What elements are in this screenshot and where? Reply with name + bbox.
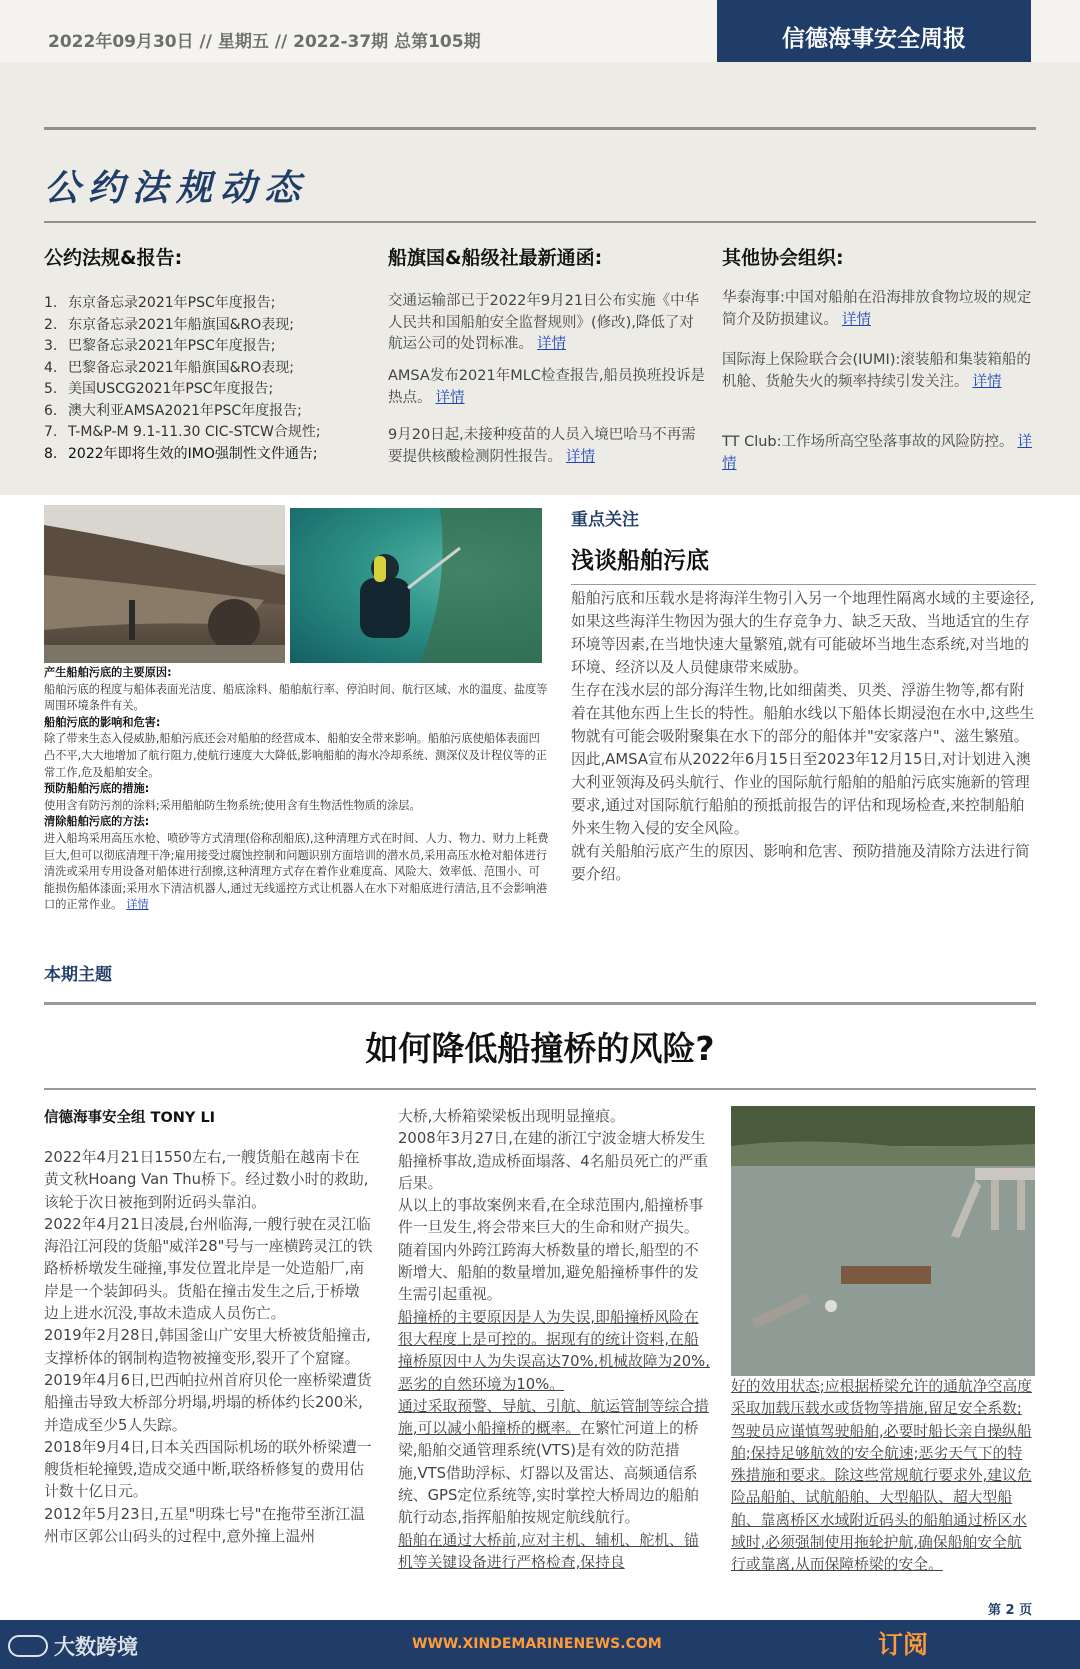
article-column-2 bbox=[398, 1106, 710, 1574]
list-item[interactable]: 6. 澳大利亚AMSA2021年PSC年度报告; bbox=[44, 402, 302, 419]
flag-notice-2: AMSA发布2021年MLC检查报告,船员换班投诉是热点。 详情 bbox=[388, 368, 706, 406]
list-item[interactable]: 2. 东京备忘录2021年船旗国&RO表现; bbox=[44, 316, 295, 333]
article-paragraph: 好的效用状态;应根据桥梁允许的通航净空高度采取加载压载水或货物等措施,留足安全系数;驾驶员应谨慎驾驶船舶,必要时船长亲自操纵船舶;保持足够航效的安全航速;恶劣天气下的特殊措施和要求。除这些常规航行要求外,建议危险品船舶、试航船舶、大型船队、超大型船舶、靠离桥区水域附近码头的船舶通过桥区水域时,必须强制使用拖轮护航,确保船舶安全航行或靠离,从而保障桥梁的安全。 bbox=[731, 1378, 1032, 1574]
details-link[interactable]: 详情 bbox=[537, 336, 566, 352]
focus-body bbox=[571, 587, 1036, 886]
focus-title: 浅谈船舶污底 bbox=[571, 548, 709, 574]
fouling-notes bbox=[44, 665, 549, 914]
article-paragraph: 船撞桥的主要原因是人为失误,即船撞桥风险在很大程度上是可控的。据现有的统计资料,在船撞桥原因中人为失误高达70%,机械故障为20%,恶劣的自然环境为10%。 bbox=[398, 1308, 710, 1393]
article-paragraph: 从以上的事故案例来看,在全球范围内,船撞桥事件一旦发生,将会带来巨大的生命和财产损失。随着国内外跨江跨海大桥数量的增长,船型的不断增大、船舶的数量增加,避免船撞桥事件的发生需引起重视。 bbox=[398, 1197, 704, 1304]
list-item[interactable]: 7. T-M&P-M 9.1-11.30 CIC-STCW合规性; bbox=[44, 424, 321, 440]
issue-dateline: 2022年09月30日 // 星期五 // 2022-37期 总第105期 bbox=[48, 32, 481, 52]
details-link[interactable]: 详情 bbox=[435, 389, 465, 406]
article-paragraph: 2019年4月6日,巴西帕拉州首府贝伦一座桥梁遭货船撞击导致大桥部分坍塌,坍塌的桥体约长200米,并造成至少5人失踪。 bbox=[44, 1371, 372, 1434]
association-note-1: 华泰海事:中国对船舶在沿海排放食物垃圾的规定简介及防损建议。 详情 bbox=[722, 290, 1032, 328]
article-column-3 bbox=[731, 1376, 1036, 1577]
brand-title: 信德海事安全周报 bbox=[717, 0, 1031, 62]
article-paragraph: 2022年4月21日凌晨,台州临海,一艘行驶在灵江临海沿江河段的货船"威洋28"号与一座横跨灵江的铁路桥桥墩发生碰撞,事发位置北岸是一处造船厂,南岸是一个装卸码头。货船在撞击发生之后,于桥墩边上进水沉没,事故未造成人员伤亡。 bbox=[44, 1215, 373, 1323]
article-paragraph: 大桥,大桥箱梁梁板出现明显撞痕。 bbox=[398, 1108, 625, 1125]
list-item[interactable]: 3. 巴黎备忘录2021年PSC年度报告; bbox=[44, 338, 276, 354]
watermark: 大数跨境 bbox=[8, 1631, 138, 1661]
reports-heading: 公约法规&报告: bbox=[44, 247, 183, 269]
flag-notice-3: 9月20日起,未接种疫苗的人员入境巴哈马不再需要提供核酸检测阴性报告。 详情 bbox=[388, 427, 696, 465]
list-item[interactable]: 1. 东京备忘录2021年PSC年度报告; bbox=[44, 295, 276, 311]
title-divider bbox=[44, 1088, 1036, 1090]
association-note-3: TT Club:工作场所高空坠落事故的风险防控。 详情 bbox=[722, 434, 1032, 472]
causes-text: 船舶污底的程度与船体表面光洁度、船底涂料、船舶航行率、停泊时间、航行区域、水的温度、盐度等周围环境条件有关。 bbox=[44, 682, 548, 713]
subscribe-button[interactable]: 订阅 bbox=[878, 1630, 929, 1659]
removal-heading: 清除船舶污底的方法: bbox=[44, 815, 150, 829]
flag-notices-heading: 船旗国&船级社最新通函: bbox=[388, 247, 603, 269]
removal-text: 进入船坞采用高压水枪、喷砂等方式清理(俗称刮船底),这种清理方式在时间、人力、物力、财力上耗费巨大,但可以彻底清理干净;雇用接受过腐蚀控制和问题识别方面培训的潜水员,采用高压水枪对船体进行清洗或采用专用设备对船体进行刮擦,这种清理方式存在着作业难度高、风险大、效率低、范围小、可能损伤船体漆面;采用水下清洁机器人,通过无线遥控方式让机器人在水下对船底进行清洁,且不会影响港口的正常作业。 详情 bbox=[44, 831, 549, 912]
theme-divider bbox=[44, 1002, 1036, 1005]
article-paragraph: 2018年9月4日,日本关西国际机场的联外桥梁遭一艘货柜轮撞毁,造成交通中断,联络桥修复的费用估计数十亿日元。 bbox=[44, 1438, 372, 1501]
article-paragraph: 2008年3月27日,在建的浙江宁波金塘大桥发生船撞桥事故,造成桥面塌落、4名船员死亡的严重后果。 bbox=[398, 1130, 709, 1192]
list-item[interactable]: 4. 巴黎备忘录2021年船旗国&RO表现; bbox=[44, 359, 295, 376]
prevention-text: 使用含有防污剂的涂料;采用船舶防生物系统;使用含有生物活性物质的涂层。 bbox=[44, 798, 421, 812]
details-link[interactable]: 详情 bbox=[842, 311, 871, 328]
theme-label: 本期主题 bbox=[44, 965, 112, 985]
page-number: 第 2 页 bbox=[988, 1603, 1033, 1618]
details-link[interactable]: 详情 bbox=[722, 434, 1032, 472]
flag-notice-1: 交通运输部已于2022年9月21日公布实施《中华人民共和国船舶安全监督规则》(修改),降低了对航运公司的处罚标准。 详情 bbox=[388, 293, 700, 352]
details-link[interactable]: 详情 bbox=[126, 898, 149, 912]
article-paragraph: 2019年2月28日,韩国釜山广安里大桥被货船撞击,支撑桥体的钢制构造物被撞变形,裂开了个窟窿。 bbox=[44, 1327, 371, 1367]
causes-heading: 产生船舶污底的主要原因: bbox=[44, 666, 172, 679]
collapsed-bridge-photo bbox=[731, 1106, 1035, 1376]
article-column-1 bbox=[44, 1147, 374, 1548]
details-link[interactable]: 详情 bbox=[972, 373, 1002, 390]
impacts-text: 除了带来生态入侵威胁,船舶污底还会对船舶的经营成本、船舶安全带来影响。船舶污底使船体表面凹凸不平,大大地增加了航行阻力,使航行速度大大降低,影响船舶的海水冷却系统、测深仪及计程仪等的正常工作,危及船舶安全。 bbox=[44, 732, 547, 779]
focus-divider bbox=[571, 584, 1036, 585]
watermark-logo-icon bbox=[8, 1635, 48, 1657]
impacts-heading: 船舶污底的影响和危害: bbox=[44, 715, 161, 729]
focus-paragraph: 船舶污底和压载水是将海洋生物引入另一个地理性隔离水域的主要途径,如果这些海洋生物因为强大的生存竞争力、缺乏天敌、当地适宜的生存环境等因素,在当地快速大量繁殖,就有可能破坏当地生态系统,对当地的环境、经济以及人员健康带来威胁。 bbox=[571, 590, 1035, 676]
reports-list bbox=[44, 293, 364, 465]
divider-top bbox=[44, 127, 1036, 130]
section-title: 公约法规动态 bbox=[44, 168, 309, 209]
focus-paragraph: 就有关船舶污底产生的原因、影响和危害、预防措施及清除方法进行简要介绍。 bbox=[571, 843, 1030, 883]
article-paragraph: 2022年4月21日1550左右,一艘货船在越南卡在黄文秋Hoang Van Thu桥下。经过数小时的救助,该轮于次日被拖到附近码头靠泊。 bbox=[44, 1149, 369, 1211]
ship-hull-fouling-photo bbox=[44, 505, 285, 663]
prevention-heading: 预防船舶污底的措施: bbox=[44, 782, 150, 796]
article-title: 如何降低船撞桥的风险? bbox=[365, 1029, 715, 1068]
associations-heading: 其他协会组织: bbox=[722, 247, 844, 269]
diver-cleaning-photo bbox=[290, 508, 542, 663]
article-paragraph: 通过采取预警、导航、引航、航运管制等综合措施,可以减小船撞桥的概率。在繁忙河道上的桥梁,船舶交通管理系统(VTS)是有效的防范措施,VTS借助浮标、灯器以及雷达、高频通信系统、GPS定位系统等,实时掌控大桥周边的船舶航行动态,指挥船舶按规定航线航行。 bbox=[398, 1397, 709, 1527]
article-paragraph: 2012年5月23日,五星"明珠七号"在拖带至浙江温州市区郭公山码头的过程中,意外撞上温州 bbox=[44, 1505, 365, 1546]
focus-label: 重点关注 bbox=[571, 510, 639, 530]
divider-section bbox=[44, 221, 1036, 223]
article-author: 信德海事安全组 TONY LI bbox=[44, 1110, 216, 1126]
list-item[interactable]: 5. 美国USCG2021年PSC年度报告; bbox=[44, 381, 274, 397]
list-item[interactable]: 8. 2022年即将生效的IMO强制性文件通告; bbox=[44, 445, 318, 462]
details-link[interactable]: 详情 bbox=[566, 448, 595, 465]
article-paragraph: 船舶在通过大桥前,应对主机、辅机、舵机、锚机等关键设备进行严格检查,保持良 bbox=[398, 1531, 699, 1571]
association-note-2: 国际海上保险联合会(IUMI):滚装船和集装箱船的机舱、货舱失火的频率持续引发关注。 详情 bbox=[722, 352, 1031, 390]
focus-paragraph: 生存在浅水层的部分海洋生物,比如细菌类、贝类、浮游生物等,都有附着在其他东西上生长的特性。船舶水线以下船体长期浸泡在水中,这些生物就有可能会吸附聚集在水下的部分的船体并"安家落户"、滋生繁殖。 bbox=[571, 682, 1035, 745]
website-link[interactable]: WWW.XINDEMARINENEWS.COM bbox=[412, 1636, 662, 1652]
focus-paragraph: 因此,AMSA宣布从2022年6月15日至2023年12月15日,对计划进入澳大利亚领海及码头航行、作业的国际航行船舶的船舶污底实施新的管理要求,通过对国际航行船舶的预抵前报告的评估和现场检查,来控制船舶外来生物入侵的安全风险。 bbox=[571, 751, 1031, 837]
